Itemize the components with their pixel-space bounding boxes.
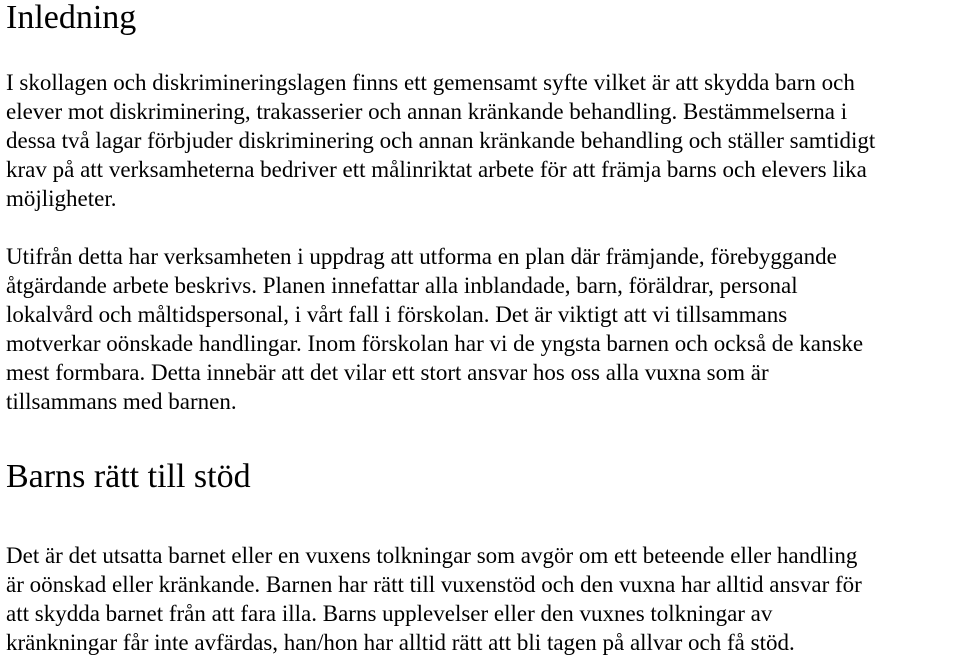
text-line: Det är det utsatta barnet eller en vuxens tolkningar som avgör om ett beteende eller handling bbox=[6, 543, 858, 568]
text-line: dessa två lagar förbjuder diskriminering och annan kränkande behandling och ställer samtidigt bbox=[6, 128, 876, 153]
text-line: möjligheter. bbox=[6, 186, 117, 211]
paragraph-intro-1 bbox=[6, 68, 956, 213]
heading-inledning: Inledning bbox=[6, 0, 137, 36]
text-line: krav på att verksamheterna bedriver ett målinriktat arbete för att främja barns och elevers lika bbox=[6, 157, 867, 182]
text-line: åtgärdande arbete beskrivs. Planen innefattar alla inblandade, barn, föräldrar, personal bbox=[6, 273, 798, 298]
text-line: motverkar oönskade handlingar. Inom förskolan har vi de yngsta barnen och också de kanske bbox=[6, 331, 864, 356]
text-line: elever mot diskriminering, trakasserier och annan kränkande behandling. Bestämmelserna i bbox=[6, 99, 848, 124]
text-line: lokalvård och måltidspersonal, i vårt fall i förskolan. Det är viktigt att vi tillsammans bbox=[6, 302, 788, 327]
text-line: kränkningar får inte avfärdas, han/hon har alltid rätt att bli tagen på allvar och få stöd. bbox=[6, 630, 795, 655]
heading-barns-ratt-till-stod: Barns rätt till stöd bbox=[6, 458, 251, 495]
text-line: tillsammans med barnen. bbox=[6, 389, 237, 414]
text-line: att skydda barnet från att fara illa. Barns upplevelser eller den vuxnes tolkningar av bbox=[6, 601, 773, 626]
paragraph-support-1 bbox=[6, 541, 956, 657]
text-line: mest formbara. Detta innebär att det vilar ett stort ansvar hos oss alla vuxna som är bbox=[6, 360, 769, 385]
text-line: Utifrån detta har verksamheten i uppdrag att utforma en plan där främjande, förebyggande bbox=[6, 244, 837, 269]
text-line: I skollagen och diskrimineringslagen finns ett gemensamt syfte vilket är att skydda barn och bbox=[6, 70, 855, 95]
text-line: är oönskad eller kränkande. Barnen har rätt till vuxenstöd och den vuxna har alltid ansvar för bbox=[6, 572, 862, 597]
paragraph-intro-2 bbox=[6, 242, 956, 416]
